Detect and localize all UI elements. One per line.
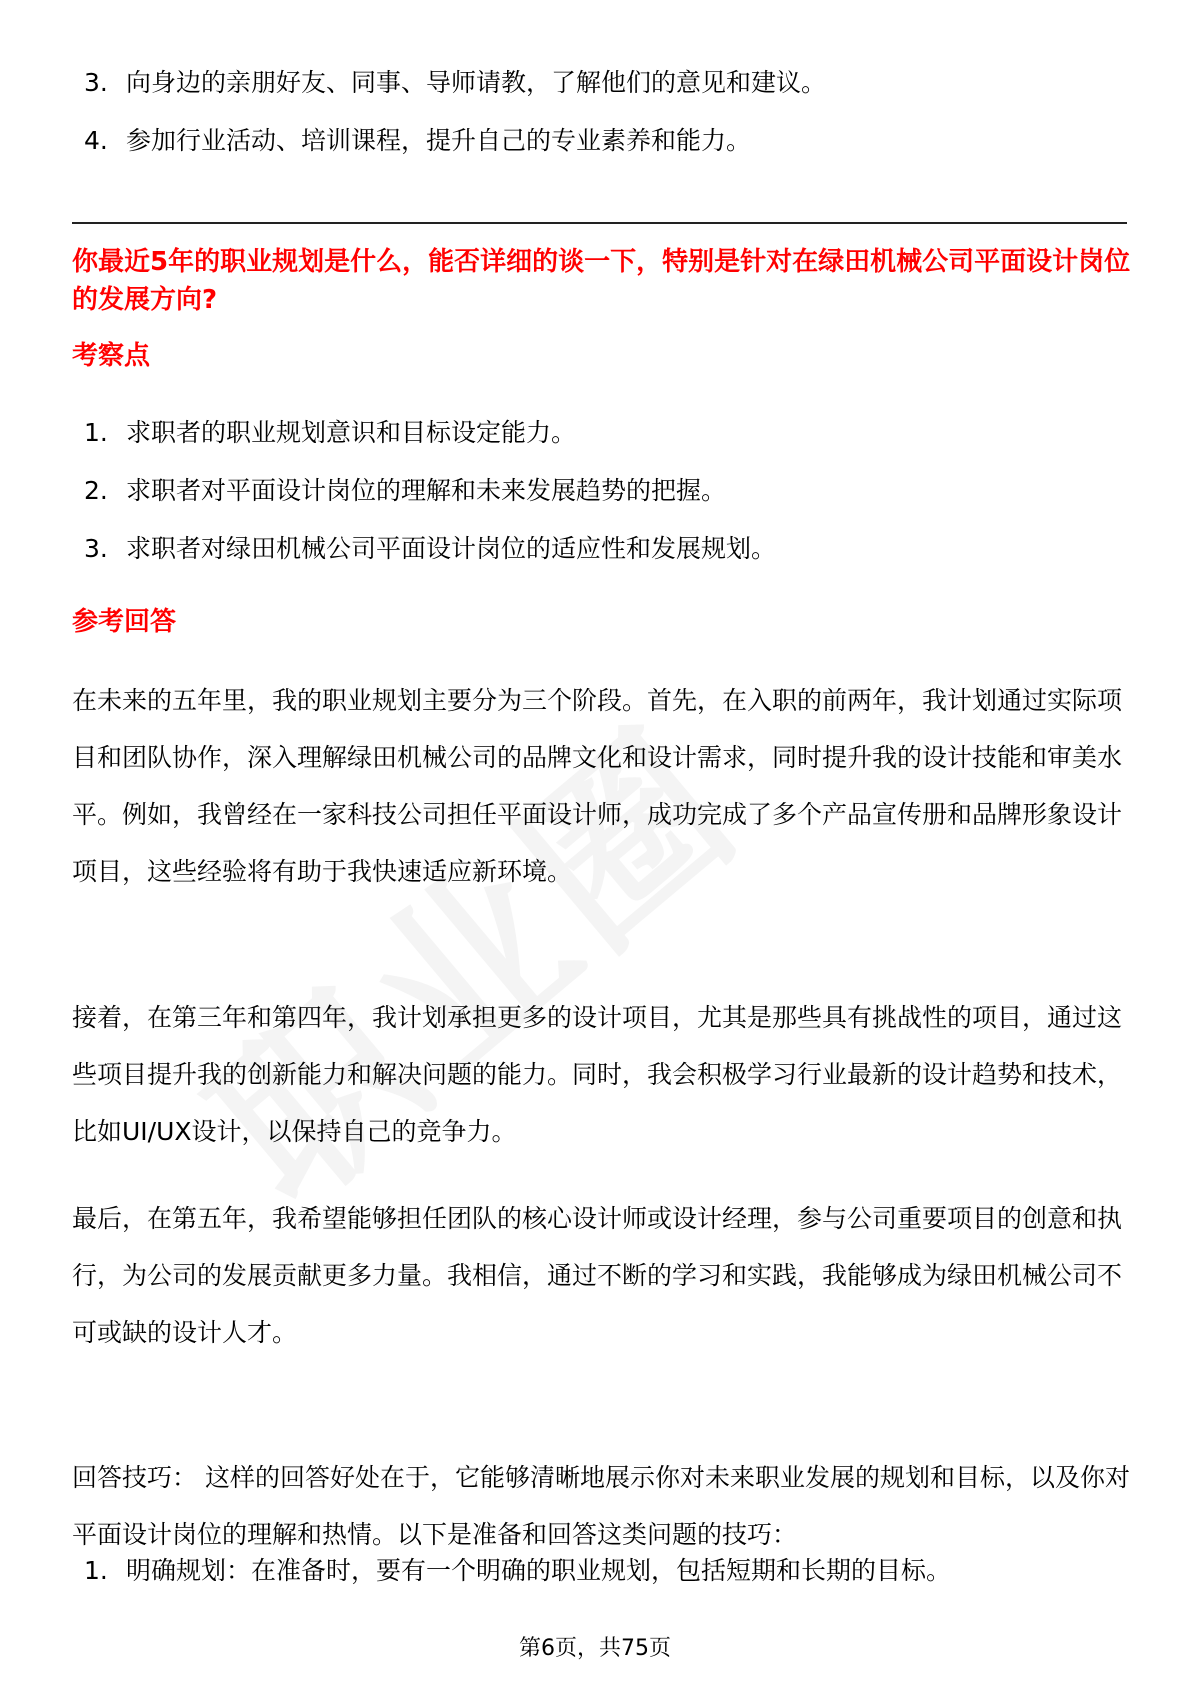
answer-paragraph: 在未来的五年里，我的职业规划主要分为三个阶段。首先，在入职的前两年，我计划通过实际项目和团队协作，深入理解绿田机械公司的品牌文化和设计需求，同时提升我的设计技能和审美水平。例如，我曾经在一家科技公司担任平面设计师，成功完成了多个产品宣传册和品牌形象设计项目，这些经验将有助于我快速适应新环境。: [72, 686, 1123, 886]
list-item: [84, 126, 826, 184]
list-item-text: 求职者的职业规划意识和目标设定能力。: [126, 418, 577, 447]
points-list: [84, 418, 776, 592]
list-item: [84, 1556, 951, 1614]
list-item: [84, 476, 776, 534]
list-item-number: 3.: [84, 534, 108, 563]
previous-tips-list: [84, 68, 826, 184]
list-item: [84, 418, 776, 476]
answer-heading: 参考回答: [72, 607, 177, 637]
question-heading: 你最近5年的职业规划是什么，能否详细的谈一下，特别是针对在绿田机械公司平面设计岗位的发展方向?: [72, 247, 1131, 315]
answer-paragraph: 接着，在第三年和第四年，我计划承担更多的设计项目，尤其是那些具有挑战性的项目，通过这些项目提升我的创新能力和解决问题的能力。同时，我会积极学习行业最新的设计趋势和技术，比如UI/UX设计，以保持自己的竞争力。: [72, 1003, 1123, 1146]
list-item-number: 2.: [84, 476, 108, 505]
page-footer: 第6页，共75页: [519, 1636, 671, 1661]
points-heading: 考察点: [72, 341, 151, 371]
list-item-number: 1.: [84, 418, 108, 447]
list-item-text: 明确规划：在准备时，要有一个明确的职业规划，包括短期和长期的目标。: [126, 1556, 952, 1585]
list-item-number: 3.: [84, 68, 108, 97]
list-item-text: 向身边的亲朋好友、同事、导师请教，了解他们的意见和建议。: [126, 68, 827, 97]
list-item-number: 1.: [84, 1556, 108, 1585]
tips-list: [84, 1556, 951, 1614]
list-item-text: 求职者对平面设计岗位的理解和未来发展趋势的把握。: [126, 476, 727, 505]
section-divider: [72, 222, 1127, 224]
list-item: [84, 68, 826, 126]
list-item-text: 求职者对绿田机械公司平面设计岗位的适应性和发展规划。: [126, 534, 777, 563]
answer-paragraph: 最后，在第五年，我希望能够担任团队的核心设计师或设计经理，参与公司重要项目的创意和执行，为公司的发展贡献更多力量。我相信，通过不断的学习和实践，我能够成为绿田机械公司不可或缺的设计人才。: [72, 1204, 1123, 1347]
list-item: [84, 534, 776, 592]
answer-tips-paragraph: 回答技巧： 这样的回答好处在于，它能够清晰地展示你对未来职业发展的规划和目标，以及你对平面设计岗位的理解和热情。以下是准备和回答这类问题的技巧：: [72, 1463, 1130, 1549]
list-item-text: 参加行业活动、培训课程，提升自己的专业素养和能力。: [126, 126, 752, 155]
list-item-number: 4.: [84, 126, 108, 155]
